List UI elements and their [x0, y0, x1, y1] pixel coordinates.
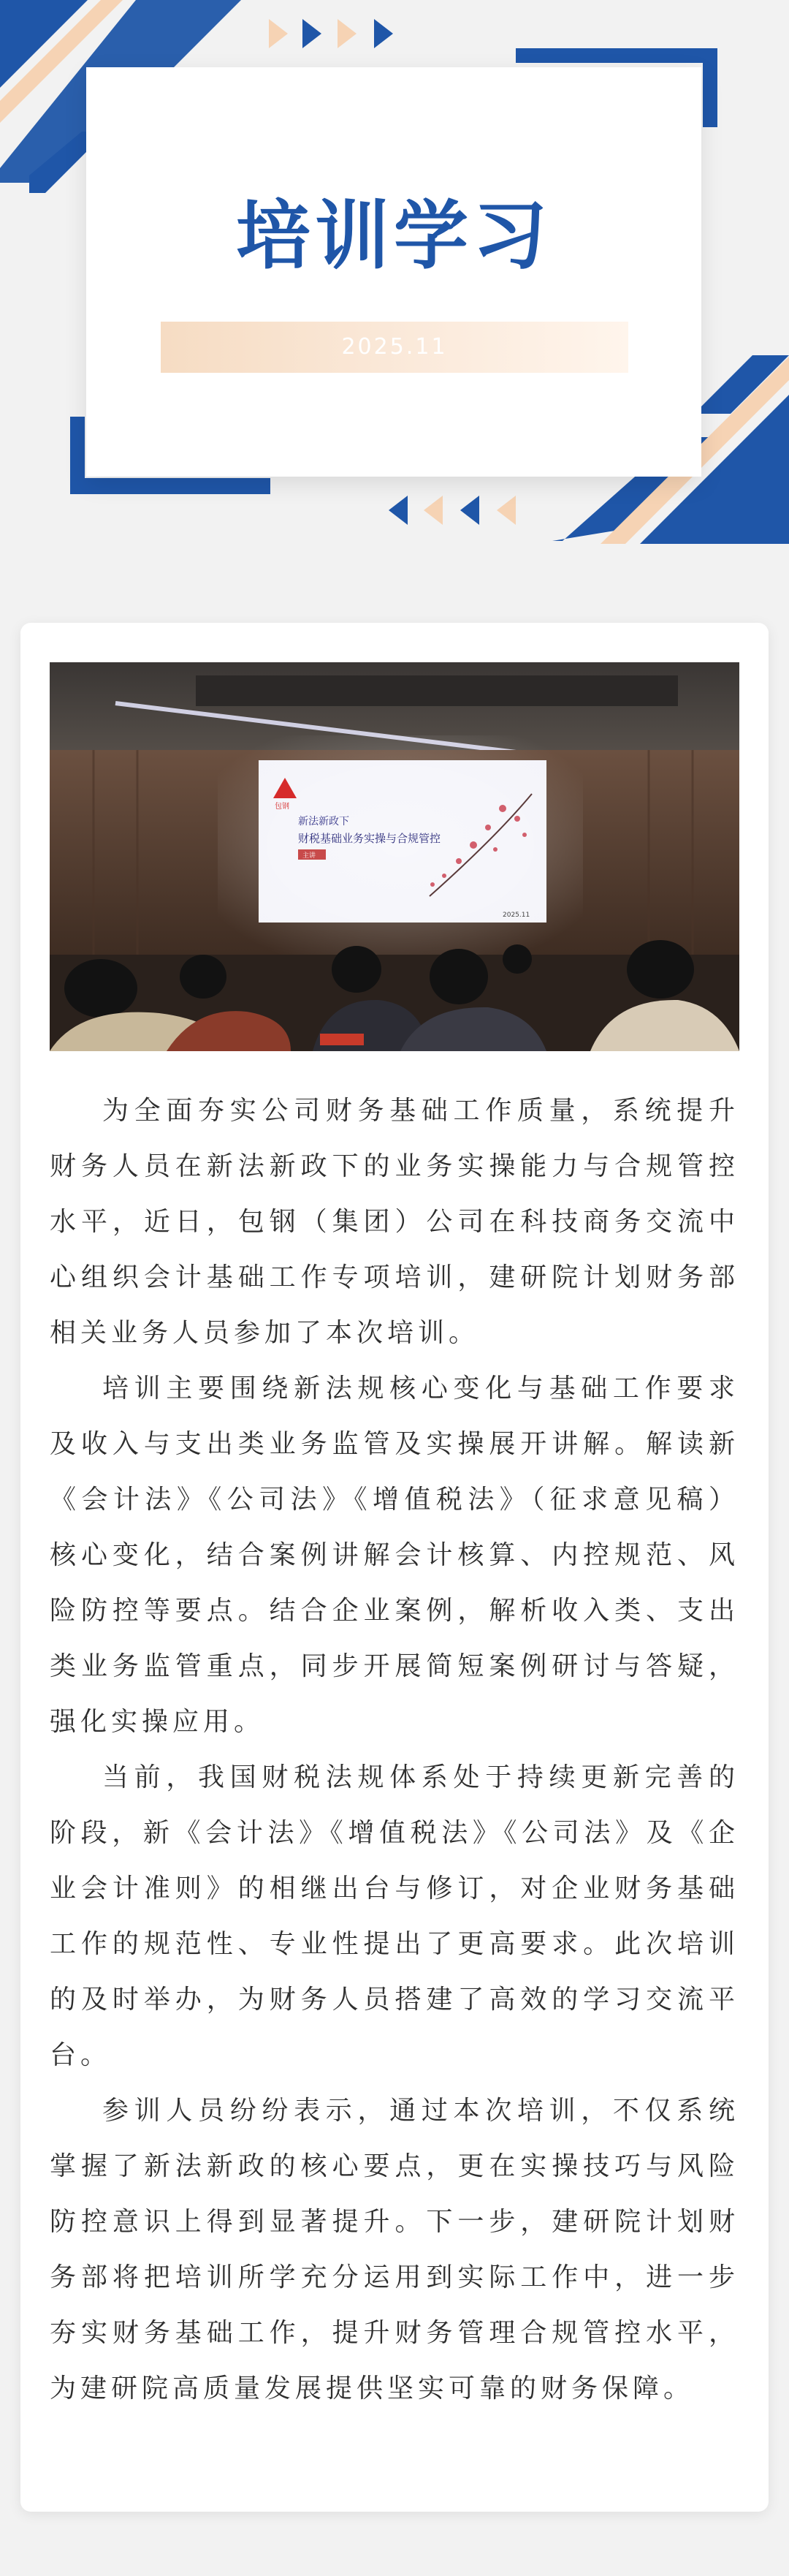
date-label: 2025.11	[161, 322, 628, 373]
slide-badge: 主讲	[302, 852, 316, 860]
article-paragraph: 参训人员纷纷表示，通过本次培训，不仅系统掌握了新法新政的核心要点，更在实操技巧与风险防控意识上得到显著提升。下一步，建研院计划财务部将把培训所学充分运用到实际工作中，进一步夯实财务基础工作，提升财务管理合规管控水平，为建研院高质量发展提供坚实可靠的财务保障。	[50, 2096, 739, 2403]
arrow-icon	[374, 19, 393, 48]
article-paragraph: 培训主要围绕新法规核心变化与基础工作要求及收入与支出类业务监管及实操展开讲解。解读新《会计法》《公司法》《增值税法》（征求意见稿）核心变化，结合案例讲解会计核算、内控规范、风险防控等要点。结合企业案例，解析收入类、支出类业务监管重点，同步开展简短案例研讨与答疑，强化实操应用。	[50, 1374, 739, 1737]
arrow-icon	[497, 496, 516, 525]
slide-title-line2: 财税基础业务实操与合规管控	[298, 832, 441, 845]
arrow-icon	[269, 19, 288, 48]
arrow-icon	[389, 496, 408, 525]
arrow-icon	[460, 496, 479, 525]
slide-footer: 2025.11	[503, 912, 530, 919]
page-title: 培训学习	[236, 193, 552, 280]
title-card	[86, 67, 701, 477]
svg-text:包钢: 包钢	[275, 803, 289, 811]
arrow-icon	[424, 496, 443, 525]
slide-title-line1: 新法新政下	[298, 816, 349, 827]
content-card	[20, 623, 769, 2512]
training-photo	[50, 662, 739, 1051]
article-paragraph: 当前，我国财税法规体系处于持续更新完善的阶段，新《会计法》《增值税法》《公司法》及《企业会计准则》的相继出台与修订，对企业财务基础工作的规范性、专业性提出了更高要求。此次培训的及时举办，为财务人员搭建了高效的学习交流平台。	[50, 1762, 739, 2070]
training-room-image	[50, 662, 739, 1051]
article-body	[50, 1083, 739, 2417]
arrow-icon	[302, 19, 321, 48]
header-banner	[0, 0, 789, 556]
article-paragraph: 为全面夯实公司财务基础工作质量，系统提升财务人员在新法新政下的业务实操能力与合规管控水平，近日，包钢（集团）公司在科技商务交流中心组织会计基础工作专项培训，建研院计划财务部相关业务人员参加了本次培训。	[50, 1096, 739, 1348]
arrow-icon	[338, 19, 357, 48]
